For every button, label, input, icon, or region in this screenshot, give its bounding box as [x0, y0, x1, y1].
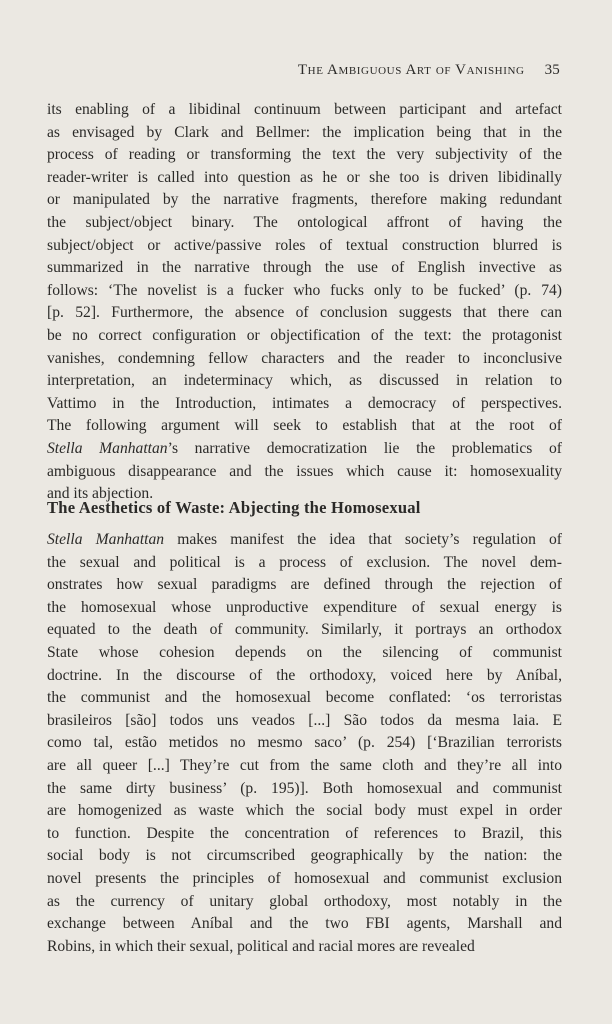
text-line: as the currency of unitary global orthodoxy, most notably in the — [47, 892, 562, 910]
running-head — [298, 62, 560, 79]
text-line: are all queer [...] They’re cut from the same cloth and they’re all into — [47, 756, 562, 774]
text-line: Vattimo in the Introduction, intimates a democracy of perspectives. — [47, 394, 562, 412]
text-line: novel presents the principles of homosexual and communist exclusion — [47, 869, 562, 887]
paragraph-1 — [47, 99, 562, 506]
text-line: The following argument will seek to establish that at the root of — [47, 417, 562, 435]
text-line: be no correct configuration or objectification of the text: the protagonist — [47, 326, 562, 344]
text-line: and its abjection. — [47, 485, 154, 503]
text-line: doctrine. In the discourse of the orthodoxy, voiced here by Aníbal, — [47, 666, 562, 684]
text-line: social body is not circumscribed geographically by the nation: the — [47, 847, 562, 865]
text-line: the subject/object binary. The ontological affront of having the — [47, 213, 562, 231]
text-line: summarized in the narrative through the use of English invective as — [47, 259, 562, 277]
text-line: [p. 52]. Furthermore, the absence of conclusion suggests that there can — [47, 304, 562, 322]
text-line: the same dirty business’ (p. 195)]. Both homosexual and communist — [47, 779, 562, 797]
text-line: como tal, estão metidos no mesmo saco’ (p. 254) [‘Brazilian terrorists — [47, 734, 562, 752]
text-line: interpretation, an indeterminacy which, as discussed in relation to — [47, 372, 562, 390]
text-line: ambiguous disappearance and the issues which cause it: homosexuality — [47, 462, 562, 480]
text-line: brasileiros [são] todos uns veados [...] São todos da mesma laia. E — [47, 711, 562, 729]
text-line: reader-writer is called into question as he or she too is driven libidinally — [47, 168, 562, 186]
text-line: exchange between Aníbal and the two FBI agents, Marshall and — [47, 915, 562, 933]
text-line: State whose cohesion depends on the silencing of communist — [47, 643, 562, 661]
paragraph-2 — [47, 529, 562, 958]
text-line: or manipulated by the narrative fragments, therefore making redundant — [47, 191, 562, 209]
text-line: subject/object or active/passive roles of textual construction blurred is — [47, 236, 562, 254]
text-line: the homosexual whose unproductive expenditure of sexual energy is — [47, 598, 562, 616]
text-line: onstrates how sexual paradigms are defined through the rejection of — [47, 576, 562, 594]
section-heading: The Aesthetics of Waste: Abjecting the Homosexual — [47, 498, 421, 517]
text-line: the communist and the homosexual become conflated: ‘os terroristas — [47, 689, 562, 707]
text-line: equated to the death of community. Similarly, it portrays an orthodox — [47, 621, 562, 639]
text-line: its enabling of a libidinal continuum between participant and artefact — [47, 101, 562, 118]
text-line: are homogenized as waste which the social body must expel in order — [47, 802, 562, 820]
running-head-title: The Ambiguous Art of Vanishing — [297, 62, 525, 78]
text-line: Robins, in which their sexual, political and racial mores are revealed — [47, 937, 475, 955]
text-line: follows: ‘The novelist is a fucker who fucks only to be fucked’ (p. 74) — [47, 281, 562, 299]
text-line: Stella Manhattan’s narrative democratization lie the problematics of — [47, 439, 562, 457]
text-line: process of reading or transforming the text the very subjectivity of the — [47, 146, 562, 164]
text-line: the sexual and political is a process of exclusion. The novel dem- — [47, 553, 562, 571]
text-line: to function. Despite the concentration of references to Brazil, this — [47, 824, 562, 842]
page-number: 35 — [544, 62, 560, 78]
text-line: as envisaged by Clark and Bellmer: the implication being that in the — [47, 123, 562, 141]
text-line: Stella Manhattan makes manifest the idea that society’s regulation of — [47, 531, 562, 548]
text-line: vanishes, condemning fellow characters and the reader to inconclusive — [47, 349, 562, 367]
